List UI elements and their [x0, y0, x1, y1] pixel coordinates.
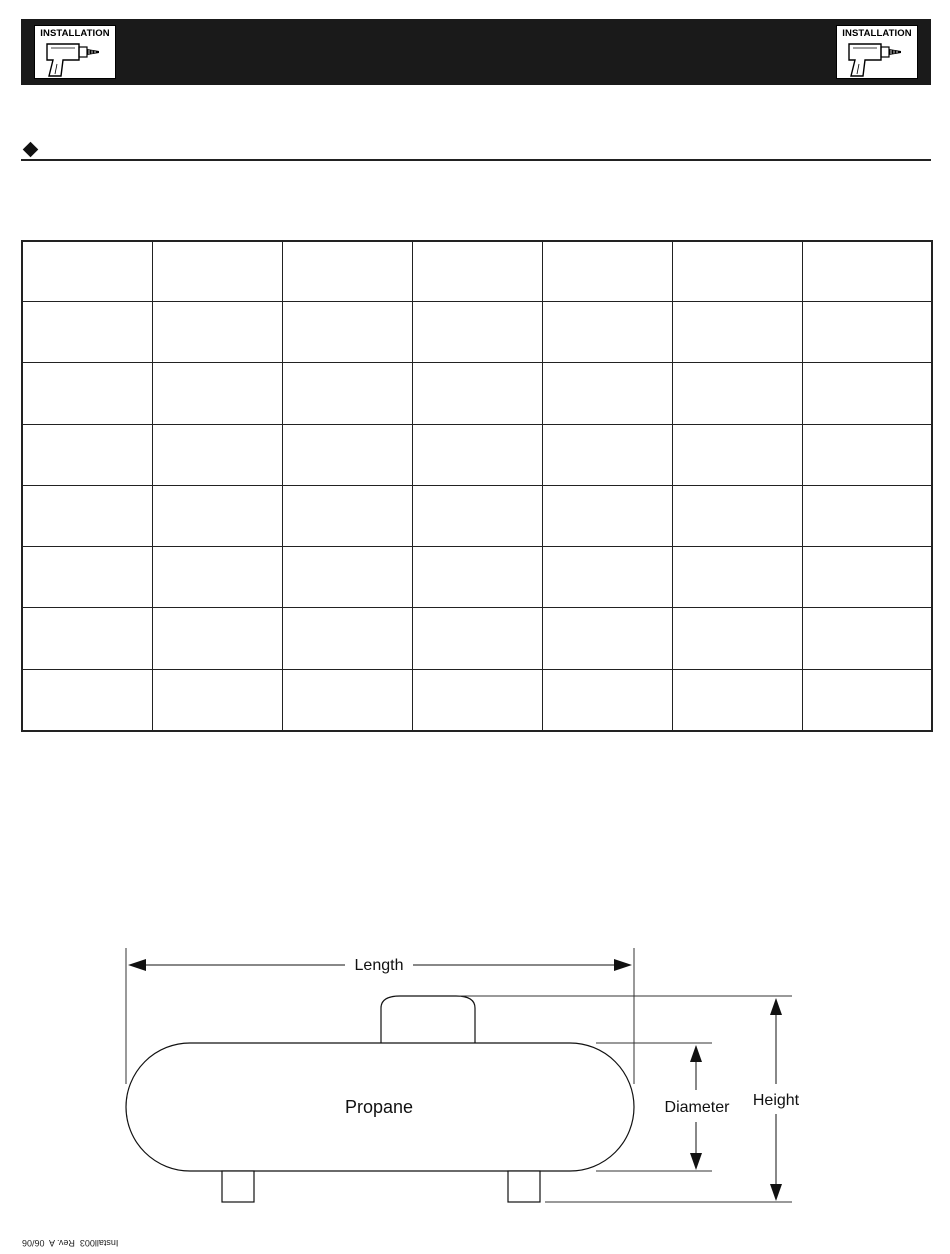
arrow-down-icon: [690, 1153, 702, 1170]
table-cell: [152, 485, 282, 546]
table-cell: [802, 302, 932, 363]
diamond-icon: [23, 142, 39, 158]
drill-icon: [843, 40, 913, 78]
diameter-label: Diameter: [664, 1099, 730, 1116]
tank-leg-left: [222, 1171, 254, 1202]
installation-badge-right: [836, 25, 918, 79]
table-cell: [412, 547, 542, 608]
arrow-left-icon: [128, 959, 146, 971]
table-row: [22, 608, 932, 669]
tank-dome: [381, 996, 475, 1043]
table-cell: [412, 363, 542, 424]
table-cell: [672, 241, 802, 302]
table-cell: [542, 608, 672, 669]
table-cell: [152, 547, 282, 608]
table-cell: [802, 424, 932, 485]
table-cell: [672, 302, 802, 363]
table-cell: [802, 669, 932, 731]
table-cell: [802, 608, 932, 669]
length-label: Length: [354, 957, 404, 974]
table-row: [22, 363, 932, 424]
installation-badge-left: [34, 25, 116, 79]
propane-tank-diagram: [0, 930, 950, 1220]
table-cell: [672, 608, 802, 669]
table-cell: [542, 547, 672, 608]
table-cell: [152, 241, 282, 302]
table-cell: [22, 485, 152, 546]
header-bar: [21, 19, 931, 85]
arrow-down-icon: [770, 1184, 782, 1201]
table-cell: [412, 424, 542, 485]
table-cell: [672, 547, 802, 608]
table-cell: [152, 669, 282, 731]
tank-leg-right: [508, 1171, 540, 1202]
table-cell: [152, 302, 282, 363]
table-cell: [802, 485, 932, 546]
arrow-up-icon: [770, 998, 782, 1015]
table-cell: [22, 302, 152, 363]
badge-label: INSTALLATION: [842, 28, 912, 39]
table-cell: [282, 424, 412, 485]
badge-label: INSTALLATION: [40, 28, 110, 39]
table-cell: [22, 363, 152, 424]
table-cell: [282, 547, 412, 608]
table-cell: [542, 424, 672, 485]
section-divider: [21, 159, 931, 161]
table-cell: [542, 485, 672, 546]
table-cell: [412, 485, 542, 546]
table-row: [22, 485, 932, 546]
table-cell: [412, 669, 542, 731]
table-cell: [282, 363, 412, 424]
table-cell: [282, 669, 412, 731]
table-cell: [412, 241, 542, 302]
table-cell: [152, 363, 282, 424]
table-header-row: [22, 241, 932, 302]
table-cell: [282, 608, 412, 669]
table-cell: [412, 302, 542, 363]
arrow-up-icon: [690, 1045, 702, 1062]
table-cell: [282, 302, 412, 363]
blank-grid-table: [21, 240, 933, 732]
height-label: Height: [752, 1092, 800, 1109]
table-cell: [282, 241, 412, 302]
table-cell: [672, 363, 802, 424]
table-row: [22, 669, 932, 731]
document-code: Install003 Rev. A 06/06: [22, 1238, 119, 1248]
table-cell: [22, 547, 152, 608]
table-cell: [282, 485, 412, 546]
table-cell: [672, 669, 802, 731]
table-cell: [542, 669, 672, 731]
table-cell: [802, 363, 932, 424]
table-cell: [802, 547, 932, 608]
tank-label: Propane: [344, 1097, 414, 1117]
table-row: [22, 424, 932, 485]
table-row: [22, 302, 932, 363]
table-row: [22, 547, 932, 608]
table-cell: [22, 669, 152, 731]
arrow-right-icon: [614, 959, 632, 971]
table-cell: [802, 241, 932, 302]
table-cell: [22, 424, 152, 485]
table-cell: [542, 241, 672, 302]
table-cell: [22, 241, 152, 302]
drill-icon: [41, 40, 111, 78]
table-cell: [672, 424, 802, 485]
table-cell: [412, 608, 542, 669]
table-cell: [542, 302, 672, 363]
table-cell: [22, 608, 152, 669]
table-cell: [672, 485, 802, 546]
table-cell: [152, 424, 282, 485]
table-cell: [542, 363, 672, 424]
table-cell: [152, 608, 282, 669]
